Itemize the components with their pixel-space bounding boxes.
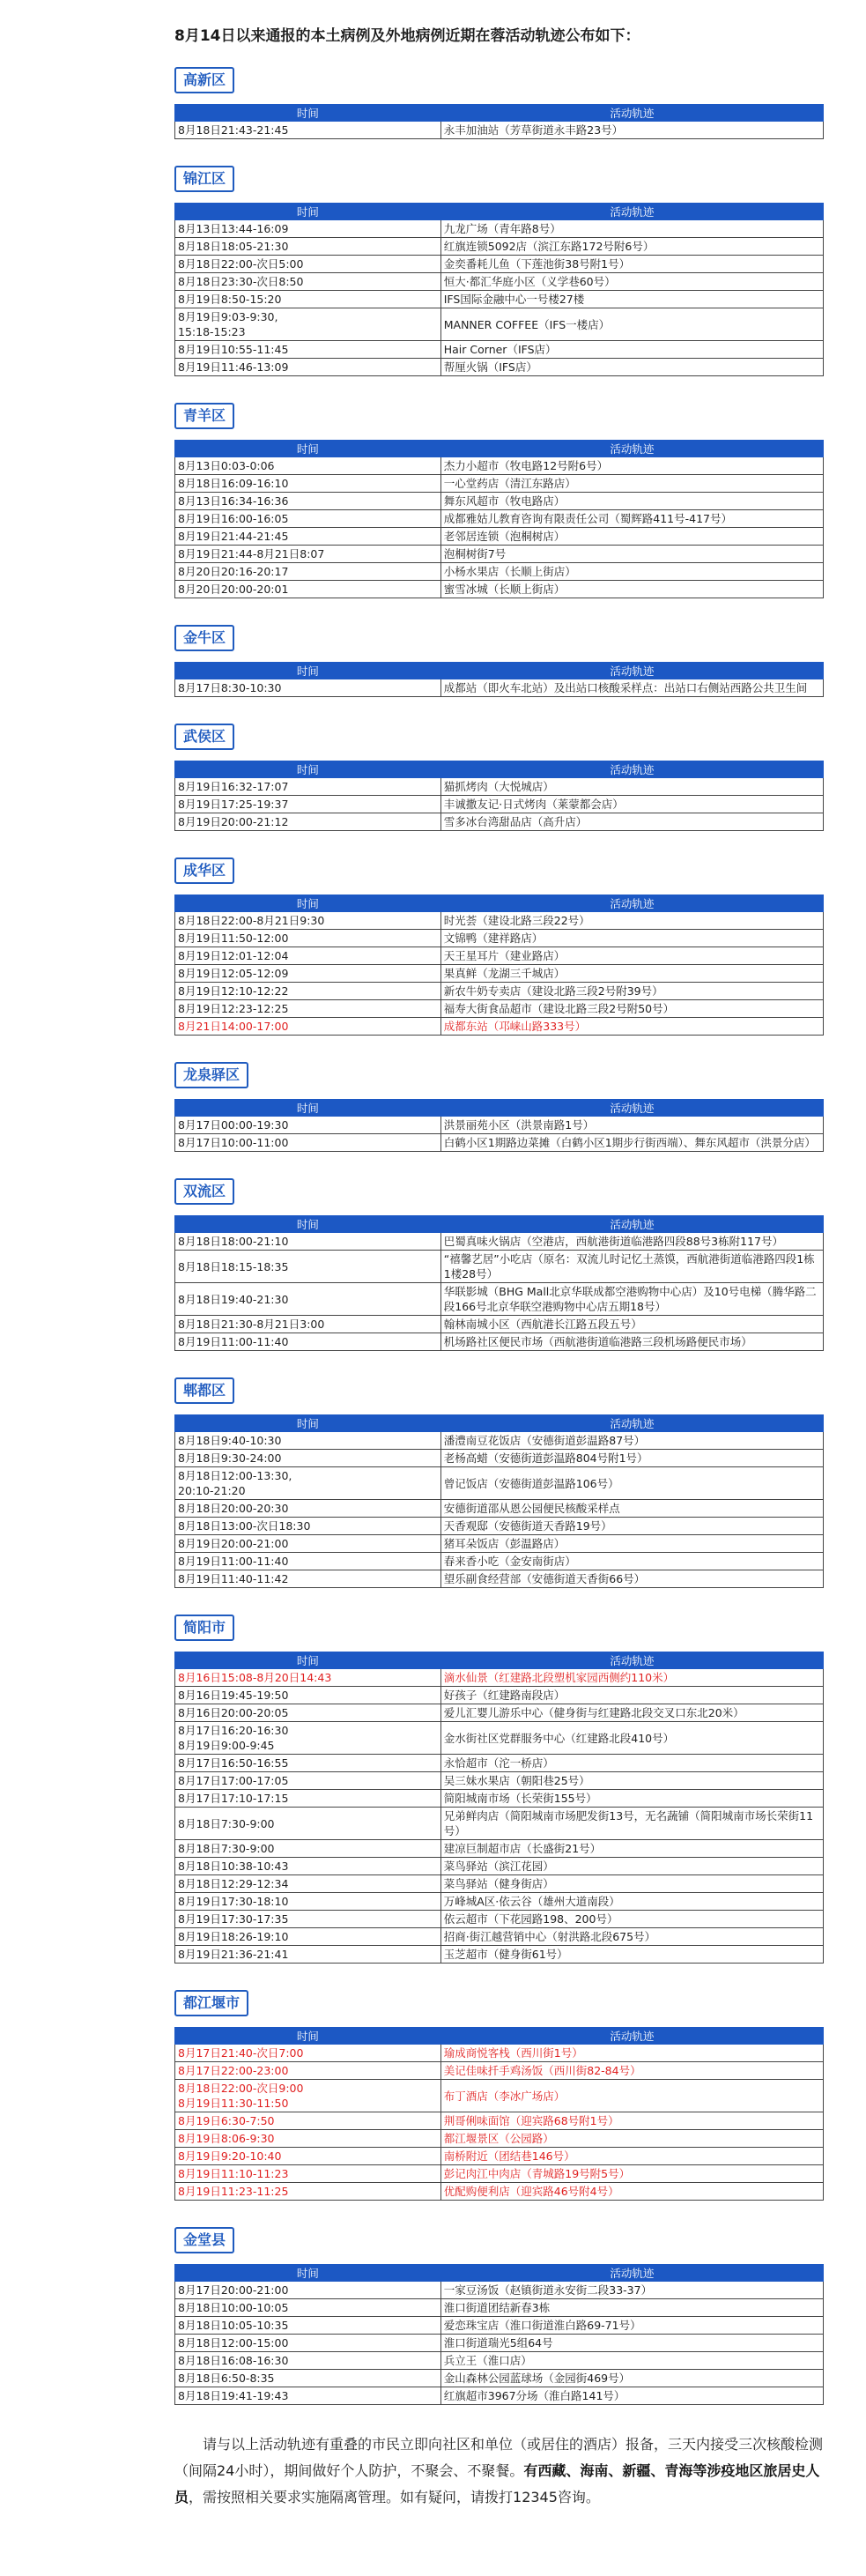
time-cell: 8月19日8:50-15:20 <box>175 291 441 308</box>
table-row <box>175 1535 824 1553</box>
table-row <box>175 563 824 581</box>
table-row <box>175 930 824 947</box>
table-row <box>175 238 824 256</box>
trajectory-table <box>174 895 824 1036</box>
place-cell: 蜜雪冰城（长顺上街店） <box>440 581 823 598</box>
table-row <box>175 1911 824 1928</box>
table-row <box>175 2352 824 2370</box>
time-cell: 8月18日18:15-18:35 <box>175 1251 441 1283</box>
place-cell: 雪多冰台湾甜品店（高升店） <box>440 813 823 831</box>
table-row <box>175 1875 824 1893</box>
time-cell: 8月18日12:00-13:30, 20:10-21:20 <box>175 1467 441 1500</box>
time-cell: 8月19日18:26-19:10 <box>175 1928 441 1946</box>
column-header-place: 活动轨迹 <box>440 1216 823 1233</box>
time-cell: 8月18日7:30-9:00 <box>175 1808 441 1840</box>
time-cell: 8月18日16:08-16:30 <box>175 2352 441 2370</box>
table-row <box>175 1722 824 1755</box>
place-cell: 金奕番耗儿鱼（下莲池街38号附1号） <box>440 256 823 273</box>
table-row <box>175 1928 824 1946</box>
time-cell: 8月17日8:30-10:30 <box>175 679 441 697</box>
time-cell: 8月19日16:32-17:07 <box>175 778 441 796</box>
table-row <box>175 493 824 510</box>
table-row <box>175 2335 824 2352</box>
place-cell: 万峰城A区·依云谷（雄州大道南段） <box>440 1893 823 1911</box>
trajectory-table <box>174 203 824 376</box>
place-cell: 兄弟鲜肉店（简阳城南市场肥发街13号，无名蔬铺（简阳城南市场长荣街11号） <box>440 1808 823 1840</box>
district-title: 龙泉驿区 <box>174 1062 248 1088</box>
place-cell: 天王星耳片（建业路店） <box>440 947 823 965</box>
district-section <box>174 2227 824 2405</box>
trajectory-table <box>174 104 824 139</box>
trajectory-table <box>174 1652 824 1964</box>
time-cell: 8月17日10:00-11:00 <box>175 1134 441 1152</box>
column-header-place: 活动轨迹 <box>440 204 823 220</box>
time-cell: 8月19日10:55-11:45 <box>175 341 441 359</box>
table-row <box>175 546 824 563</box>
time-cell: 8月19日17:30-18:10 <box>175 1893 441 1911</box>
district-title: 高新区 <box>174 67 234 93</box>
time-cell: 8月19日17:25-19:37 <box>175 796 441 813</box>
time-cell: 8月18日7:30-9:00 <box>175 1840 441 1858</box>
table-row <box>175 308 824 341</box>
time-cell: 8月19日20:00-21:12 <box>175 813 441 831</box>
time-cell: 8月18日13:00-次日18:30 <box>175 1518 441 1535</box>
table-row <box>175 1669 824 1687</box>
place-cell: Hair Corner（IFS店） <box>440 341 823 359</box>
district-section <box>174 403 824 598</box>
column-header-place: 活动轨迹 <box>440 105 823 122</box>
place-cell: 望乐副食经营部（安德街道天香街66号） <box>440 1570 823 1588</box>
place-cell: 舞东风超市（牧电路店） <box>440 493 823 510</box>
time-cell: 8月16日20:00-20:05 <box>175 1704 441 1722</box>
district-section <box>174 857 824 1036</box>
trajectory-table <box>174 2027 824 2201</box>
table-row <box>175 581 824 598</box>
place-cell: 红旗连锁5092店（滨江东路172号附6号） <box>440 238 823 256</box>
place-cell: IFS国际金融中心一号楼27楼 <box>440 291 823 308</box>
time-cell: 8月19日12:01-12:04 <box>175 947 441 965</box>
trajectory-table <box>174 1414 824 1588</box>
table-row <box>175 475 824 493</box>
place-cell: 菜鸟驿站（健身街店） <box>440 1875 823 1893</box>
place-cell: 滴水仙景（红建路北段塑机家园西侧约110米） <box>440 1669 823 1687</box>
place-cell: 彭记肉江中肉店（青城路19号附5号） <box>440 2165 823 2183</box>
column-header-time: 时间 <box>175 2265 441 2282</box>
table-row <box>175 1117 824 1134</box>
district-title: 简阳市 <box>174 1615 234 1641</box>
district-title: 双流区 <box>174 1178 234 1205</box>
place-cell: 福寿大街食品超市（建设北路三段2号附50号） <box>440 1000 823 1018</box>
table-row <box>175 1432 824 1450</box>
table-row <box>175 1553 824 1570</box>
place-cell: 华联影城（BHG Mall北京华联成都空港购物中心店）及10号电梯（腾华路二段166号北京华联空港购物中心店五期18号） <box>440 1283 823 1316</box>
district-section <box>174 1377 824 1588</box>
place-cell: 巴蜀真味火锅店（空港店，西航港街道临港路四段88号3栋附117号） <box>440 1233 823 1251</box>
place-cell: 潘澧南豆花饭店（安德街道彭温路87号） <box>440 1432 823 1450</box>
time-cell: 8月18日18:05-21:30 <box>175 238 441 256</box>
district-title: 成华区 <box>174 857 234 884</box>
place-cell: 果真鲜（龙湖三千城店） <box>440 965 823 983</box>
place-cell: 美记佳味扦手鸡汤饭（西川街82-84号） <box>440 2062 823 2080</box>
time-cell: 8月21日14:00-17:00 <box>175 1018 441 1036</box>
time-cell: 8月17日17:00-17:05 <box>175 1772 441 1790</box>
table-row <box>175 813 824 831</box>
time-cell: 8月13日13:44-16:09 <box>175 220 441 238</box>
sections-container <box>174 67 824 2405</box>
table-row <box>175 1251 824 1283</box>
place-cell: 布丁酒店（李冰广场店） <box>440 2080 823 2112</box>
time-cell: 8月18日19:40-21:30 <box>175 1283 441 1316</box>
time-cell: 8月18日21:30-8月21日3:00 <box>175 1316 441 1333</box>
table-row <box>175 2148 824 2165</box>
column-header-time: 时间 <box>175 1415 441 1432</box>
table-row <box>175 2062 824 2080</box>
time-cell: 8月18日21:43-21:45 <box>175 122 441 139</box>
place-cell: 天香观邸（安德街道天香路19号） <box>440 1518 823 1535</box>
place-cell: 南桥附近（团结巷146号） <box>440 2148 823 2165</box>
time-cell: 8月18日22:00-8月21日9:30 <box>175 912 441 930</box>
column-header-place: 活动轨迹 <box>440 895 823 912</box>
place-cell: 洪景丽苑小区（洪景南路1号） <box>440 1117 823 1134</box>
column-header-time: 时间 <box>175 761 441 778</box>
place-cell: 翰林南城小区（西航港长江路五段五号） <box>440 1316 823 1333</box>
place-cell: 安德街道邵从恩公园便民核酸采样点 <box>440 1500 823 1518</box>
time-cell: 8月18日9:40-10:30 <box>175 1432 441 1450</box>
table-row <box>175 1755 824 1772</box>
time-cell: 8月17日20:00-21:00 <box>175 2282 441 2299</box>
table-row <box>175 1893 824 1911</box>
time-cell: 8月19日11:23-11:25 <box>175 2183 441 2201</box>
headline: 8月14日以来通报的本土病例及外地病例近期在蓉活动轨迹公布如下： <box>174 27 640 45</box>
time-cell: 8月19日11:00-11:40 <box>175 1553 441 1570</box>
column-header-place: 活动轨迹 <box>440 663 823 679</box>
time-cell: 8月19日17:30-17:35 <box>175 1911 441 1928</box>
time-cell: 8月19日9:20-10:40 <box>175 2148 441 2165</box>
table-row <box>175 1450 824 1467</box>
table-row <box>175 1772 824 1790</box>
column-header-time: 时间 <box>175 663 441 679</box>
trajectory-table <box>174 761 824 831</box>
place-cell: 老邻居连锁（泡桐树店） <box>440 528 823 546</box>
place-cell: 简阳城南市场（长荣街155号） <box>440 1790 823 1808</box>
time-cell: 8月18日12:29-12:34 <box>175 1875 441 1893</box>
time-cell: 8月13日16:34-16:36 <box>175 493 441 510</box>
time-cell: 8月18日23:30-次日8:50 <box>175 273 441 291</box>
column-header-place: 活动轨迹 <box>440 1415 823 1432</box>
place-cell: 机场路社区便民市场（西航港街道临港路三段机场路便民市场） <box>440 1333 823 1351</box>
time-cell: 8月18日20:00-20:30 <box>175 1500 441 1518</box>
place-cell: 一心堂药店（清江东路店） <box>440 475 823 493</box>
time-cell: 8月18日10:00-10:05 <box>175 2299 441 2317</box>
place-cell: 兵立王（淮口店） <box>440 2352 823 2370</box>
time-cell: 8月19日9:03-9:30, 15:18-15:23 <box>175 308 441 341</box>
time-cell: 8月20日20:16-20:17 <box>175 563 441 581</box>
place-cell: 爱儿汇婴儿游乐中心（健身街与红建路北段交叉口东北20米） <box>440 1704 823 1722</box>
place-cell: 依云超市（下花园路198、200号） <box>440 1911 823 1928</box>
time-cell: 8月20日20:00-20:01 <box>175 581 441 598</box>
time-cell: 8月19日11:10-11:23 <box>175 2165 441 2183</box>
place-cell: 成都东站（邛崃山路333号） <box>440 1018 823 1036</box>
table-row <box>175 1500 824 1518</box>
place-cell: 一家豆汤饭（赵镇街道永安街二段33-37） <box>440 2282 823 2299</box>
table-row <box>175 2165 824 2183</box>
table-row <box>175 457 824 475</box>
table-row <box>175 1233 824 1251</box>
table-row <box>175 1858 824 1875</box>
column-header-time: 时间 <box>175 1652 441 1669</box>
time-cell: 8月17日00:00-19:30 <box>175 1117 441 1134</box>
table-row <box>175 1134 824 1152</box>
time-cell: 8月17日22:00-23:00 <box>175 2062 441 2080</box>
time-cell: 8月19日20:00-21:00 <box>175 1535 441 1553</box>
place-cell: 白鹤小区1期路边菜摊（白鹤小区1期步行街西端）、舞东风超市（洪景分店） <box>440 1134 823 1152</box>
table-row <box>175 1687 824 1704</box>
place-cell: 春来香小吃（金安南街店） <box>440 1553 823 1570</box>
table-row <box>175 2080 824 2112</box>
table-row <box>175 341 824 359</box>
time-cell: 8月18日12:00-15:00 <box>175 2335 441 2352</box>
column-header-place: 活动轨迹 <box>440 1100 823 1117</box>
table-row <box>175 359 824 376</box>
place-cell: 泡桐树街7号 <box>440 546 823 563</box>
place-cell: 文锦鸭（建祥路店） <box>440 930 823 947</box>
place-cell: 新农牛奶专卖店（建设北路三段2号附39号） <box>440 983 823 1000</box>
column-header-place: 活动轨迹 <box>440 441 823 457</box>
time-cell: 8月19日21:36-21:41 <box>175 1946 441 1964</box>
time-cell: 8月19日21:44-8月21日8:07 <box>175 546 441 563</box>
time-cell: 8月13日0:03-0:06 <box>175 457 441 475</box>
table-row <box>175 2387 824 2405</box>
table-row <box>175 273 824 291</box>
time-cell: 8月19日6:30-7:50 <box>175 2112 441 2130</box>
time-cell: 8月19日16:00-16:05 <box>175 510 441 528</box>
footer-bold-text: 有西藏、海南、新疆、青海等涉疫地区旅居史人员 <box>174 2462 820 2505</box>
table-row <box>175 1790 824 1808</box>
time-cell: 8月18日19:41-19:43 <box>175 2387 441 2405</box>
district-title: 都江堰市 <box>174 1990 248 2016</box>
place-cell: 建凉巨制超市店（长盛街21号） <box>440 1840 823 1858</box>
table-row <box>175 2045 824 2062</box>
table-row <box>175 679 824 697</box>
time-cell: 8月18日10:38-10:43 <box>175 1858 441 1875</box>
district-title: 金牛区 <box>174 625 234 651</box>
place-cell: 金山森林公园蓝球场（金园街469号） <box>440 2370 823 2387</box>
time-cell: 8月19日8:06-9:30 <box>175 2130 441 2148</box>
column-header-place: 活动轨迹 <box>440 2028 823 2045</box>
time-cell: 8月19日11:50-12:00 <box>175 930 441 947</box>
place-cell: 时光荟（建设北路三段22号） <box>440 912 823 930</box>
place-cell: 都江堰景区（公园路） <box>440 2130 823 2148</box>
trajectory-table <box>174 2264 824 2405</box>
place-cell: 吴三妹水果店（朝阳巷25号） <box>440 1772 823 1790</box>
place-cell: “禧馨艺居”小吃店（原名：双流儿时记忆土蒸馍，西航港街道临港路四段1栋1楼28号） <box>440 1251 823 1283</box>
column-header-time: 时间 <box>175 1100 441 1117</box>
table-row <box>175 2282 824 2299</box>
table-row <box>175 1000 824 1018</box>
time-cell: 8月17日17:10-17:15 <box>175 1790 441 1808</box>
table-row <box>175 912 824 930</box>
district-title: 郫都区 <box>174 1377 234 1404</box>
column-header-place: 活动轨迹 <box>440 1652 823 1669</box>
table-row <box>175 796 824 813</box>
column-header-time: 时间 <box>175 2028 441 2045</box>
trajectory-table <box>174 440 824 598</box>
place-cell: 菜鸟驿站（滨江花园） <box>440 1858 823 1875</box>
table-row <box>175 122 824 139</box>
district-section <box>174 1062 824 1152</box>
time-cell: 8月16日19:45-19:50 <box>175 1687 441 1704</box>
column-header-time: 时间 <box>175 895 441 912</box>
place-cell: 金水街社区党群服务中心（红建路北段410号） <box>440 1722 823 1755</box>
table-row <box>175 1570 824 1588</box>
table-row <box>175 2183 824 2201</box>
district-title: 锦江区 <box>174 166 234 192</box>
time-cell: 8月16日15:08-8月20日14:43 <box>175 1669 441 1687</box>
place-cell: 恒大·都汇华庭小区（义学巷60号） <box>440 273 823 291</box>
district-section <box>174 166 824 376</box>
place-cell: 玉芝超市（健身街61号） <box>440 1946 823 1964</box>
district-section <box>174 1990 824 2201</box>
table-row <box>175 1704 824 1722</box>
column-header-place: 活动轨迹 <box>440 761 823 778</box>
trajectory-table <box>174 662 824 697</box>
time-cell: 8月19日21:44-21:45 <box>175 528 441 546</box>
table-row <box>175 1467 824 1500</box>
place-cell: 优配购便利店（迎宾路46号附4号） <box>440 2183 823 2201</box>
place-cell: 招商·街江越营销中心（射洪路北段675号） <box>440 1928 823 1946</box>
place-cell: 好孩子（红建路南段店） <box>440 1687 823 1704</box>
district-section <box>174 67 824 139</box>
time-cell: 8月19日11:40-11:42 <box>175 1570 441 1588</box>
trajectory-table <box>174 1215 824 1351</box>
column-header-time: 时间 <box>175 204 441 220</box>
time-cell: 8月18日22:00-次日9:00 8月19日11:30-11:50 <box>175 2080 441 2112</box>
place-cell: 瑜成商悦客栈（西川街1号） <box>440 2045 823 2062</box>
time-cell: 8月18日18:00-21:10 <box>175 1233 441 1251</box>
place-cell: 淮口街道团结新春3栋 <box>440 2299 823 2317</box>
place-cell: MANNER COFFEE（IFS一楼店） <box>440 308 823 341</box>
table-row <box>175 510 824 528</box>
place-cell: 永恰超市（沱一桥店） <box>440 1755 823 1772</box>
table-row <box>175 291 824 308</box>
place-cell: 曾记饭店（安德街道彭温路106号） <box>440 1467 823 1500</box>
table-row <box>175 1840 824 1858</box>
time-cell: 8月19日11:00-11:40 <box>175 1333 441 1351</box>
place-cell: 小杨水果店（长顺上街店） <box>440 563 823 581</box>
footer-text-2: ，需按照相关要求实施隔离管理。如有疑问，请拨打12345咨询。 <box>189 2489 600 2505</box>
table-row <box>175 1333 824 1351</box>
place-cell: 红旗超市3967分场（淮白路141号） <box>440 2387 823 2405</box>
table-row <box>175 2130 824 2148</box>
place-cell: 九龙广场（青年路8号） <box>440 220 823 238</box>
column-header-time: 时间 <box>175 1216 441 1233</box>
time-cell: 8月18日16:09-16:10 <box>175 475 441 493</box>
time-cell: 8月18日22:00-次日5:00 <box>175 256 441 273</box>
column-header-place: 活动轨迹 <box>440 2265 823 2282</box>
table-row <box>175 220 824 238</box>
place-cell: 爱恋珠宝店（淮口街道淮白路69-71号） <box>440 2317 823 2335</box>
table-row <box>175 2299 824 2317</box>
district-title: 武侯区 <box>174 724 234 750</box>
table-row <box>175 1808 824 1840</box>
district-title: 金堂县 <box>174 2227 234 2253</box>
column-header-time: 时间 <box>175 105 441 122</box>
table-row <box>175 2370 824 2387</box>
time-cell: 8月19日12:10-12:22 <box>175 983 441 1000</box>
time-cell: 8月17日16:50-16:55 <box>175 1755 441 1772</box>
place-cell: 荆哥俐味面馆（迎宾路68号附1号） <box>440 2112 823 2130</box>
table-row <box>175 2112 824 2130</box>
time-cell: 8月18日9:30-24:00 <box>175 1450 441 1467</box>
footer-text-1: 请与以上活动轨迹有重叠的市民立即向社区和单位（或居住的酒店）报备，三天内接受三次核酸检测（间隔24小时），期间做好个人防护，不聚会、不聚餐。 <box>174 2436 824 2479</box>
table-row <box>175 1018 824 1036</box>
place-cell: 老杨高蜡（安德街道彭温路804号附1号） <box>440 1450 823 1467</box>
time-cell: 8月19日11:46-13:09 <box>175 359 441 376</box>
time-cell: 8月18日6:50-8:35 <box>175 2370 441 2387</box>
place-cell: 永丰加油站（芳草街道永丰路23号） <box>440 122 823 139</box>
place-cell: 帮厘火锅（IFS店） <box>440 359 823 376</box>
place-cell: 杰力小超市（牧电路12号附6号） <box>440 457 823 475</box>
place-cell: 猫抓烤肉（大悦城店） <box>440 778 823 796</box>
place-cell: 丰诚撒友记·日式烤肉（莱蒙都会店） <box>440 796 823 813</box>
time-cell: 8月17日16:20-16:30 8月19日9:00-9:45 <box>175 1722 441 1755</box>
table-row <box>175 778 824 796</box>
footer-notice <box>174 2431 824 2511</box>
table-row <box>175 256 824 273</box>
table-row <box>175 528 824 546</box>
district-title: 青羊区 <box>174 403 234 429</box>
time-cell: 8月19日12:23-12:25 <box>175 1000 441 1018</box>
table-row <box>175 965 824 983</box>
table-row <box>175 983 824 1000</box>
table-row <box>175 2317 824 2335</box>
place-cell: 成都雅姑儿教育咨询有限责任公司（蜀辉路411号-417号） <box>440 510 823 528</box>
district-section <box>174 724 824 831</box>
time-cell: 8月19日12:05-12:09 <box>175 965 441 983</box>
place-cell: 猪耳朵饭店（彭温路店） <box>440 1535 823 1553</box>
table-row <box>175 947 824 965</box>
column-header-time: 时间 <box>175 441 441 457</box>
table-row <box>175 1316 824 1333</box>
district-section <box>174 625 824 697</box>
district-section <box>174 1178 824 1351</box>
table-row <box>175 1946 824 1964</box>
place-cell: 淮口街道瑞光5组64号 <box>440 2335 823 2352</box>
table-row <box>175 1283 824 1316</box>
time-cell: 8月17日21:40-次日7:00 <box>175 2045 441 2062</box>
district-section <box>174 1615 824 1964</box>
time-cell: 8月18日10:05-10:35 <box>175 2317 441 2335</box>
place-cell: 成都站（即火车北站）及出站口核酸采样点：出站口右侧站西路公共卫生间 <box>440 679 823 697</box>
trajectory-table <box>174 1099 824 1152</box>
table-row <box>175 1518 824 1535</box>
